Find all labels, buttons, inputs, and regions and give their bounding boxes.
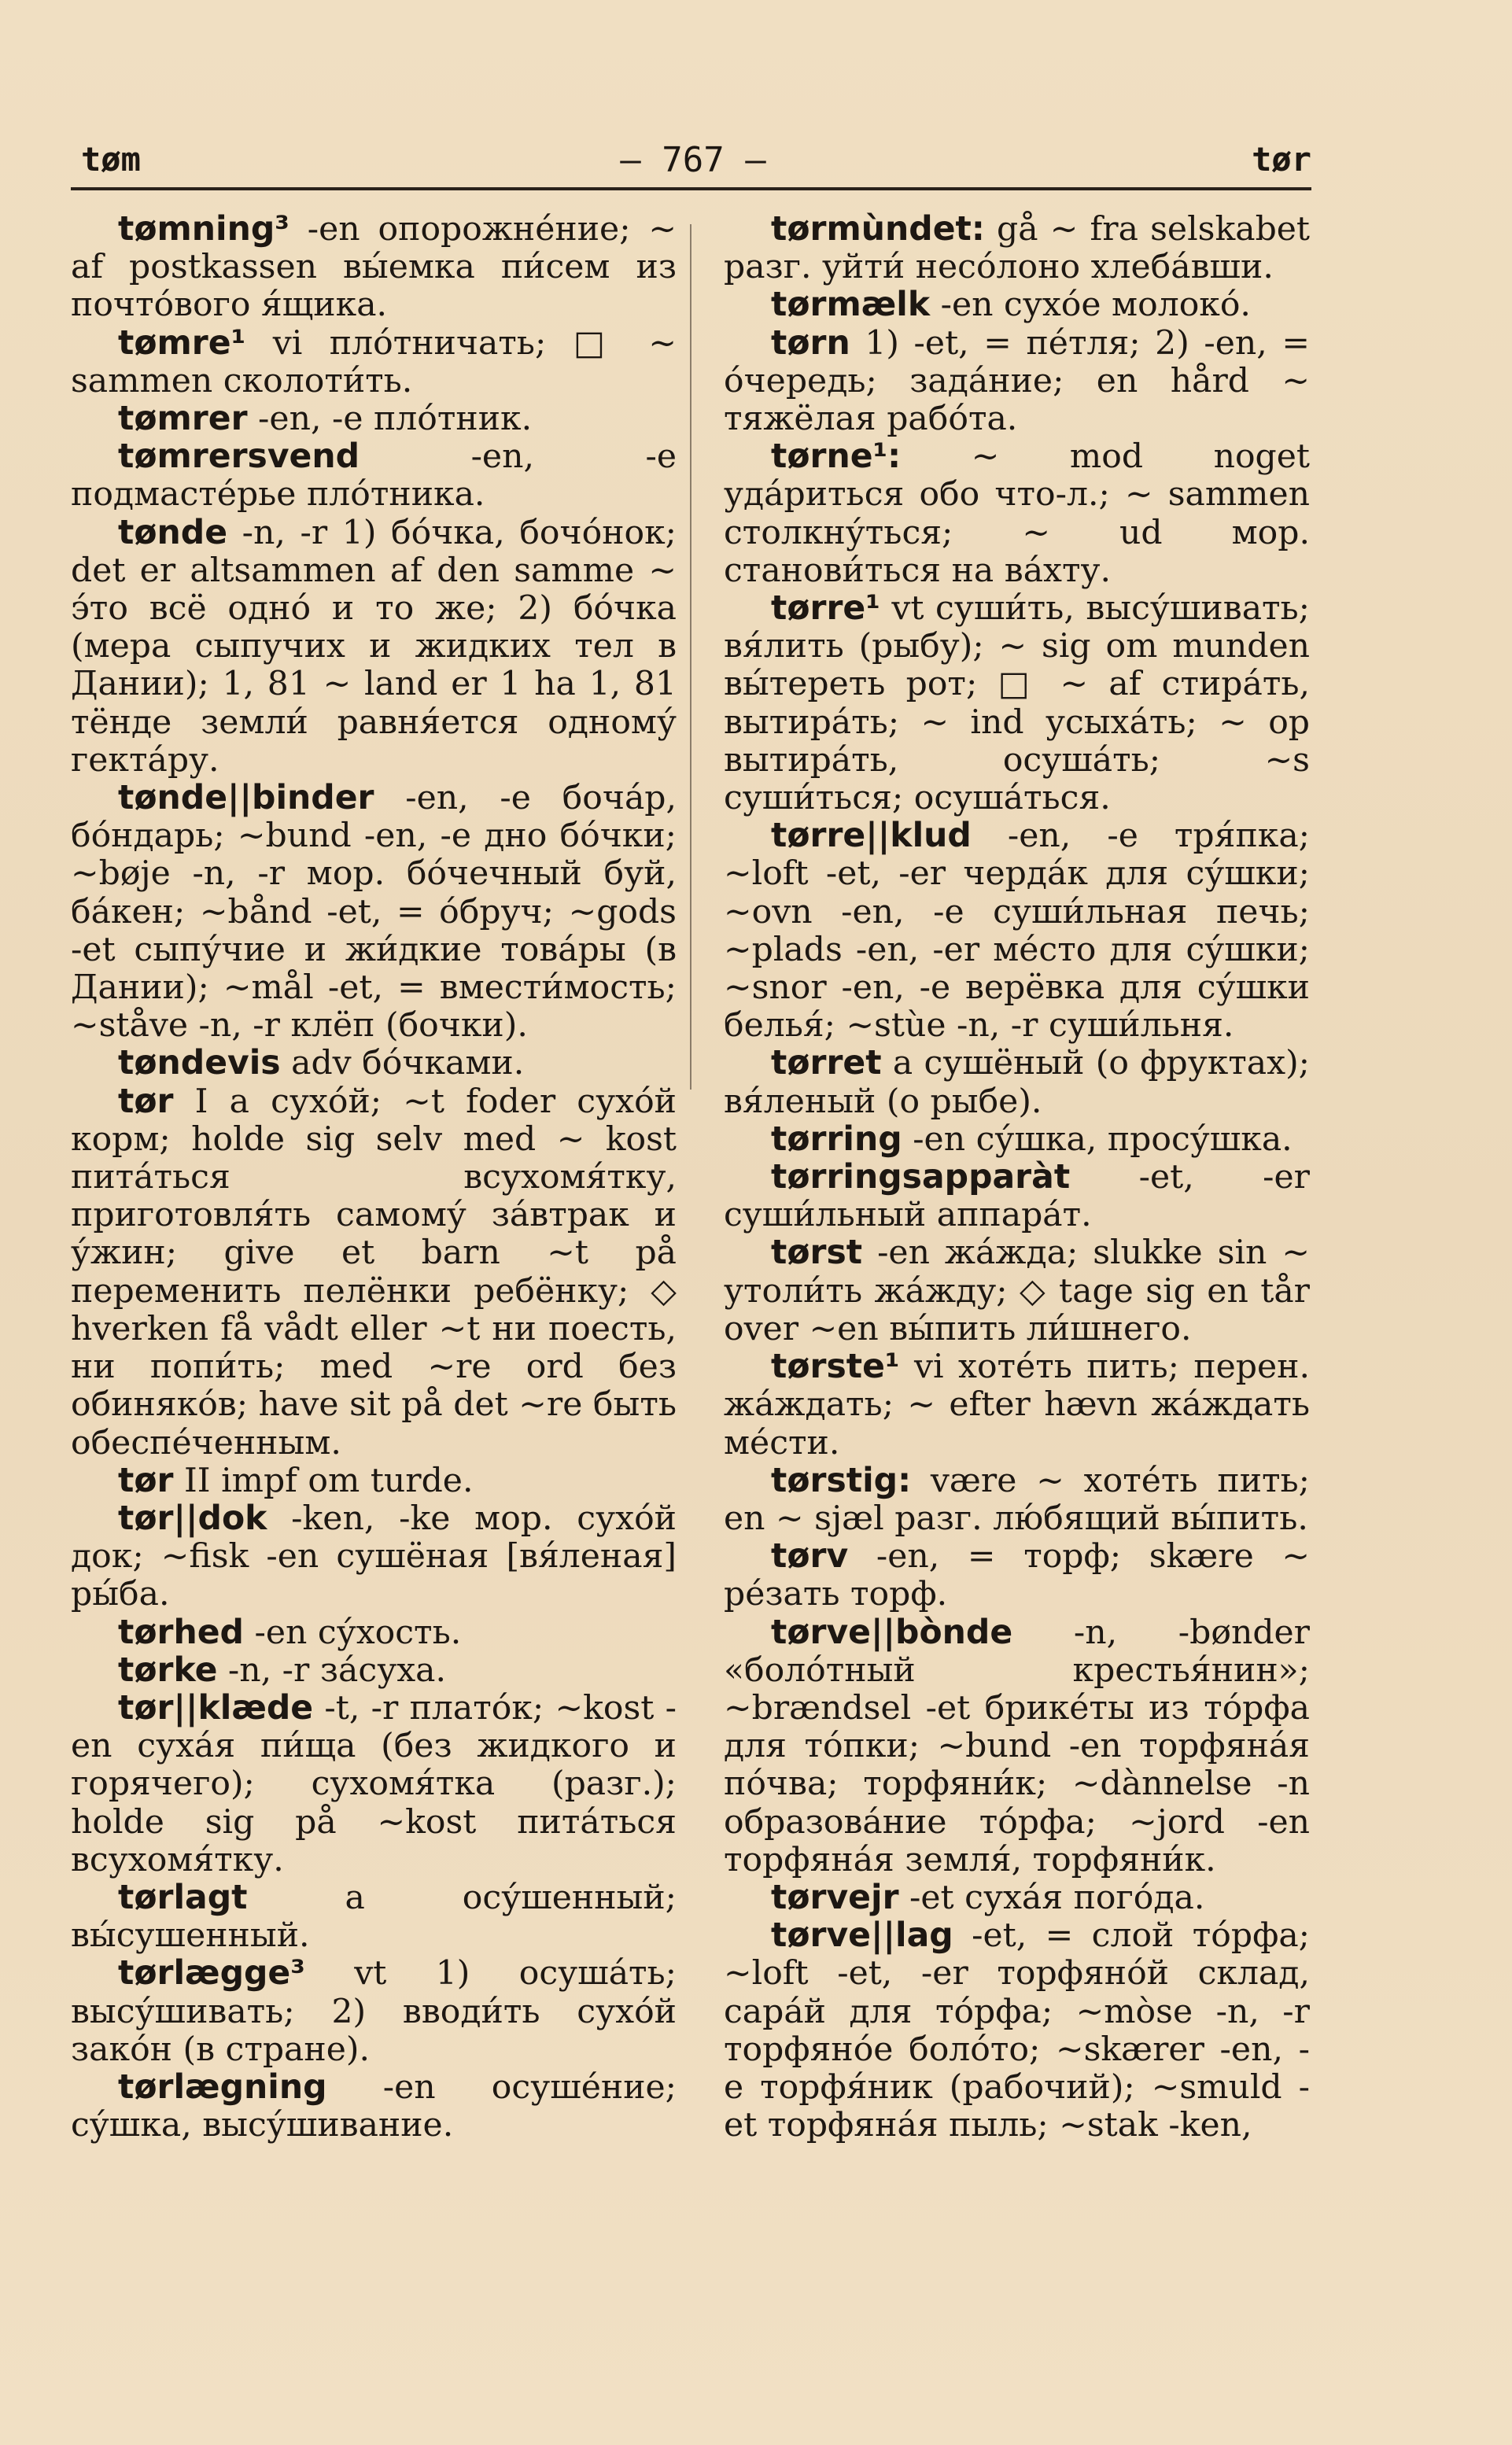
entry-definition: adv бо́чками.: [280, 1044, 525, 1083]
entry-headword: tør: [118, 1461, 174, 1500]
entry-headword: tørring: [771, 1119, 902, 1159]
entry-headword: tønde||binder: [118, 779, 374, 818]
dictionary-entry-tondebinder: [71, 780, 677, 1045]
entry-definition: -n, -r за́суха.: [217, 1650, 447, 1690]
entry-headword: tømre¹: [118, 323, 246, 363]
entry-headword: tøndevis: [118, 1044, 281, 1083]
entry-headword: tørv: [771, 1537, 849, 1577]
dictionary-entry-torstig: [724, 1462, 1310, 1538]
entry-definition: -en, -e тря́пка; ~loft -et, -er черда́к для су́шки; ~ovn -en, -e суши́льная печь; ~plads -en, -er ме́сто для су́шки; ~snor -en, -e верёвка для су́шки белья́; ~stùe -n, -r суши́льня.: [724, 817, 1310, 1045]
dictionary-entry-torv: [724, 1538, 1310, 1613]
entry-definition: -n, -bønder «боло́тный крестья́нин»; ~brændsel -et брике́ты из то́рфа для то́пки; ~bund -en торфяна́я по́чва; торфяни́к; ~dànnelse -n образова́ние то́рфа; ~jord -en торфяна́я земля́, торфяни́к.: [724, 1613, 1310, 1879]
dictionary-entry-torne: [724, 438, 1310, 590]
dictionary-entry-tomrer: [71, 400, 677, 438]
entry-definition: -en, -e боча́р, бо́ндарь; ~bund -en, -e дно бо́чки; ~bøje -n, -r мор. бо́чечный буй, ба́кен; ~bånd -et, = о́бруч; ~gods -et сыпу́чие и жи́дкие това́ры (в Дании); ~mål -et, = вмести́мость; ~ståve -n, -r клёп (бочки).: [71, 779, 677, 1045]
entry-headword: tønde: [118, 513, 228, 552]
dictionary-entry-torring: [724, 1121, 1310, 1159]
entry-definition: vi хоте́ть пить; перен. жа́ждать; ~ efter hævn жа́ждать ме́сти.: [724, 1348, 1310, 1462]
entry-definition: gå ~ fra selskabet разг. уйти́ несо́лоно хлеба́вши.: [724, 210, 1310, 287]
entry-definition: -en, -e пло́тник.: [247, 400, 533, 439]
entry-headword: tørringsapparàt: [771, 1158, 1071, 1197]
entry-headword: tørret: [771, 1044, 882, 1083]
entry-headword: tømning³: [118, 210, 289, 249]
dictionary-entry-tor1: [71, 1083, 677, 1462]
entry-headword: tømrer: [118, 400, 248, 439]
dictionary-entry-tormaelk: [724, 286, 1310, 324]
entry-definition: -en сухо́е молоко́.: [930, 286, 1251, 325]
entry-headword: tørvejr: [771, 1878, 899, 1917]
dictionary-entry-torklaede: [71, 1690, 677, 1879]
right-column: [724, 211, 1310, 2144]
entry-definition: -en су́шка, просу́шка.: [902, 1119, 1293, 1159]
left-column: [71, 211, 677, 2144]
column-divider: [690, 224, 691, 1090]
entry-definition: -et суха́я пого́да.: [898, 1878, 1205, 1917]
dictionary-entry-tormundet: [724, 211, 1310, 286]
entry-headword: tørlægge³: [118, 1954, 305, 1993]
entry-definition: ~ mod noget уда́риться обо что-л.; ~ sammen столкну́ться; ~ ud мор. станови́ться на ва́хту.: [724, 437, 1310, 590]
entry-headword: tørre¹: [771, 589, 880, 629]
dictionary-entry-tomre: [71, 325, 677, 400]
entry-definition: -et, -er суши́льный аппара́т.: [724, 1158, 1310, 1235]
entry-definition: -en, -e подмасте́рье пло́тника.: [71, 437, 677, 514]
dictionary-entry-torre: [724, 590, 1310, 817]
entry-definition: -n, -r 1) бо́чка, бочо́нок; det er altsammen af den samme ~ э́то всё одно́ и то же; 2) бо́чка (мера сыпучих и жидких тел в Дании); 1, 81 ~ land er 1 ha 1, 81 тёнде земли́ равня́ется одному́ гекта́ру.: [71, 513, 677, 780]
entry-headword: tørn: [771, 323, 850, 363]
entry-definition: -en, = торф; skære ~ ре́зать торф.: [724, 1537, 1310, 1614]
dictionary-entry-torke: [71, 1652, 677, 1690]
entry-headword: tørmælk: [771, 286, 931, 325]
entry-definition: vt суши́ть, высу́шивать; вя́лить (рыбу); ~ sig om munden вы́тереть рот; □ ~ af стира́ть, вытира́ть; ~ ind усыха́ть; ~ op вытира́ть, осуша́ть; ~s суши́ться; осуша́ться.: [724, 589, 1310, 818]
entry-definition: 1) -et, = пе́тля; 2) -en, = о́чередь; зада́ние; en hård ~ тяжёлая рабо́та.: [724, 323, 1310, 439]
entry-definition: -en жа́жда; slukke sin ~ утоли́ть жа́жду; ◇ tage sig en tår over ~en вы́пить ли́шнего.: [724, 1234, 1310, 1348]
entry-definition: -t, -r плато́к; ~kost -en суха́я пи́ща (без жидкого и горячего); сухомя́тка (разг.); holde sig på ~kost пита́ться всухомя́тку.: [71, 1688, 677, 1879]
entry-definition: -ken, -ke мор. сухо́й док; ~fisk -en сушёная [вя́леная] ры́ба.: [71, 1499, 677, 1614]
dictionary-entry-torret: [724, 1045, 1310, 1120]
entry-definition: -en опорожне́ние; ~ af postkassen вы́емка пи́сем из почто́вого я́щика.: [71, 210, 677, 325]
entry-headword: tørve||lag: [771, 1916, 953, 1956]
entry-headword: tør: [118, 1082, 174, 1121]
dictionary-entry-tordok: [71, 1500, 677, 1614]
entry-headword: tørlagt: [118, 1878, 248, 1917]
entry-definition: -en су́хость.: [243, 1613, 462, 1652]
page-number: — 767 —: [620, 140, 766, 180]
entry-definition: a осу́шенный; вы́сушенный.: [71, 1878, 677, 1956]
header-rule: [71, 187, 1311, 190]
entry-headword: tørst: [771, 1234, 863, 1273]
dictionary-entry-torringsapparat: [724, 1159, 1310, 1234]
entry-definition: være ~ хоте́ть пить; en ~ sjæl разг. лю́бящий вы́пить.: [724, 1461, 1310, 1538]
dictionary-entry-torvelag: [724, 1917, 1310, 2144]
dictionary-entry-torn: [724, 325, 1310, 439]
entry-definition: a сушёный (о фруктах); вя́леный (о рыбе).: [724, 1044, 1310, 1121]
dictionary-entry-torlaegge: [71, 1955, 677, 2069]
entry-headword: tømrersvend: [118, 437, 360, 477]
entry-headword: tørmùndet:: [771, 210, 985, 249]
entry-headword: tørke: [118, 1650, 218, 1690]
dictionary-entry-tondevis: [71, 1045, 677, 1082]
entry-headword: tør||dok: [118, 1499, 267, 1538]
dictionary-entry-torst: [724, 1234, 1310, 1348]
dictionary-entry-tonde: [71, 514, 677, 780]
entry-headword: tørve||bònde: [771, 1613, 1013, 1652]
dictionary-entry-torvebonde: [724, 1614, 1310, 1879]
entry-definition: II impf om turde.: [173, 1461, 474, 1500]
dictionary-entry-tomrersvend: [71, 438, 677, 514]
page-header: [75, 134, 1311, 189]
dictionary-entry-torvejr: [724, 1879, 1310, 1917]
header-right-guide-word: tør: [1252, 140, 1311, 179]
entry-headword: tør||klæde: [118, 1688, 314, 1728]
entry-headword: tørste¹: [771, 1348, 900, 1387]
entry-headword: tørne¹:: [771, 437, 902, 477]
header-left-guide-word: tøm: [81, 140, 141, 179]
dictionary-entry-tomning: [71, 211, 677, 325]
entry-headword: tørlægning: [118, 2067, 327, 2107]
entry-headword: tørhed: [118, 1613, 244, 1652]
dictionary-entry-torlaegning: [71, 2069, 677, 2144]
entry-definition: vi пло́тничать; □ ~ sammen сколоти́ть.: [71, 323, 677, 400]
entry-definition: I a сухо́й; ~t foder сухо́й корм; holde sig selv med ~ kost пита́ться всухомя́тку, приготовля́ть самому́ за́втрак и у́жин; give et barn ~t på переменить пелёнки ребёнку; ◇ hverken få vådt eller ~t ни поесть, ни попи́ть; med ~re ord без обиняко́в; have sit på det ~re быть обеспе́ченным.: [71, 1082, 677, 1462]
dictionary-entry-tor2: [71, 1462, 677, 1500]
entry-headword: tørstig:: [771, 1461, 912, 1500]
entry-headword: tørre||klud: [771, 817, 972, 856]
dictionary-entry-torlagt: [71, 1879, 677, 1955]
entry-definition: vt 1) осуша́ть; высу́шивать; 2) вводи́ть сухо́й зако́н (в стране).: [71, 1954, 677, 2069]
entry-definition: -en осуше́ние; су́шка, высу́шивание.: [71, 2067, 677, 2145]
dictionary-entry-torhed: [71, 1614, 677, 1652]
dictionary-entry-torste: [724, 1348, 1310, 1462]
entry-definition: -et, = слой то́рфа; ~loft -et, -er торфяно́й склад, сара́й для то́рфа; ~mòse -n, -r торфяно́е боло́то; ~skærer -en, -e торфя́ник (рабочий); ~smuld -et торфяна́я пыль; ~stak -ken,: [724, 1916, 1310, 2145]
dictionary-entry-torreklud: [724, 817, 1310, 1045]
